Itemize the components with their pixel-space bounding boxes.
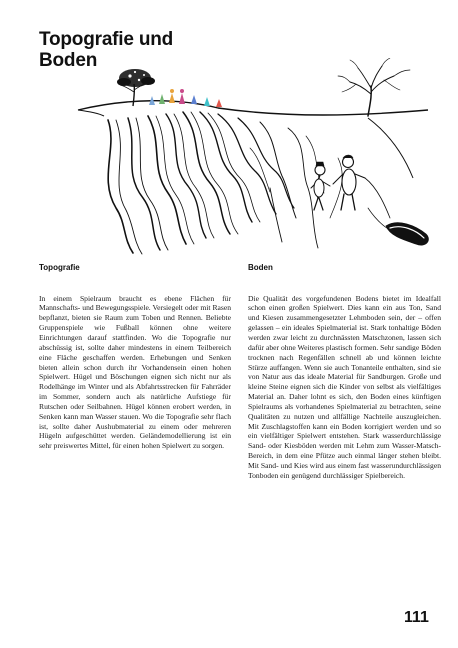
topografie-body-text: In einem Spielraum braucht es ebene Flächen für Mannschafts- und Bewegungsspiele. Versiegelt oder mit Rasen bepflanzt, bieten sie Raum zum Toben und Rennen. Beliebte Gruppenspiele wie Fußball können ohne weitere Einrichtungen darauf stattfinden. Wo die Topografie nur abschüssig ist, sollte daher mindestens in einem Teilbereich eine Fläche geschaffen werden. Erhebungen und Senken bieten allein schon durch ihr Vorhandensein einen hohen Spielwert. Hügel und Böschungen eignen sich nicht nur als Rodelhänge im Winter und als Abfahrtsstrecken für Fahrräder im Sommer, sondern auch als natürliche Aufstiege für Rutschen oder Seilbahnen. Hügel können erobert werden, in Senken kann man Wasser stauen. Wo die Topografie sehr flach ist, sollte daher Aushubmaterial zu einem oder mehreren Hügeln aufgeschüttet werden. Geländemodellierung ist ein sehr preiswertes Mittel, für einen hohen Spielwert zu sorgen.: [39, 293, 231, 451]
page-number: 111: [404, 609, 429, 626]
title-line-2: Boden: [39, 49, 98, 71]
boden-body-text: Die Qualität des vorgefundenen Bodens bietet im Idealfall schon einen großen Spielwert. Dies kann ein aus Ton, Sand und Kiesen zusammengesetzter Lehmboden sein, der – offen gelassen – ein ideales Spielmaterial ist. Stark tonhaltige Böden werden zwar leicht zu durchnässten Matschzonen, lassen sich dafür aber ohne Weiteres plastisch formen. Sehr sandige Böden trocknen nach Regenfällen schnell ab und können leichte Stürze auffangen. Wenn sie auch Tonanteile enthalten, sind sie von Natur aus das ideale Material für Sandburgen. Große und kleine Steine eignen sich die Kinder von selbst als vielfältiges Material an. Daher lohnt es sich, den Boden eines künftigen Spielraums als vorhandenes Spielmaterial zu betrachten, seine Qualitäten zu nutzen und allfällige Nachteile auszugleichen. Mit Zuschlagstoffen kann ein Boden korrigiert werden und so ein vielfältiger Spielwert entstehen. Stark wasserdurchlässige Sand- oder Kiesböden werden mit Lehm zum Wasser-Matsch-Bereich, in dem eine Pfütze auch einmal länger stehen bleibt. Mit Sand- und Kies wird aus einem fast wasserundurchlässigen Tonboden ein genügend durchlässiger Spielbereich.: [248, 293, 441, 480]
section-heading-boden: Boden: [248, 263, 273, 272]
title-line-1: Topografie und: [39, 28, 174, 50]
hill-sled-illustration: [38, 58, 443, 258]
section-heading-topografie: Topografie: [39, 263, 80, 272]
